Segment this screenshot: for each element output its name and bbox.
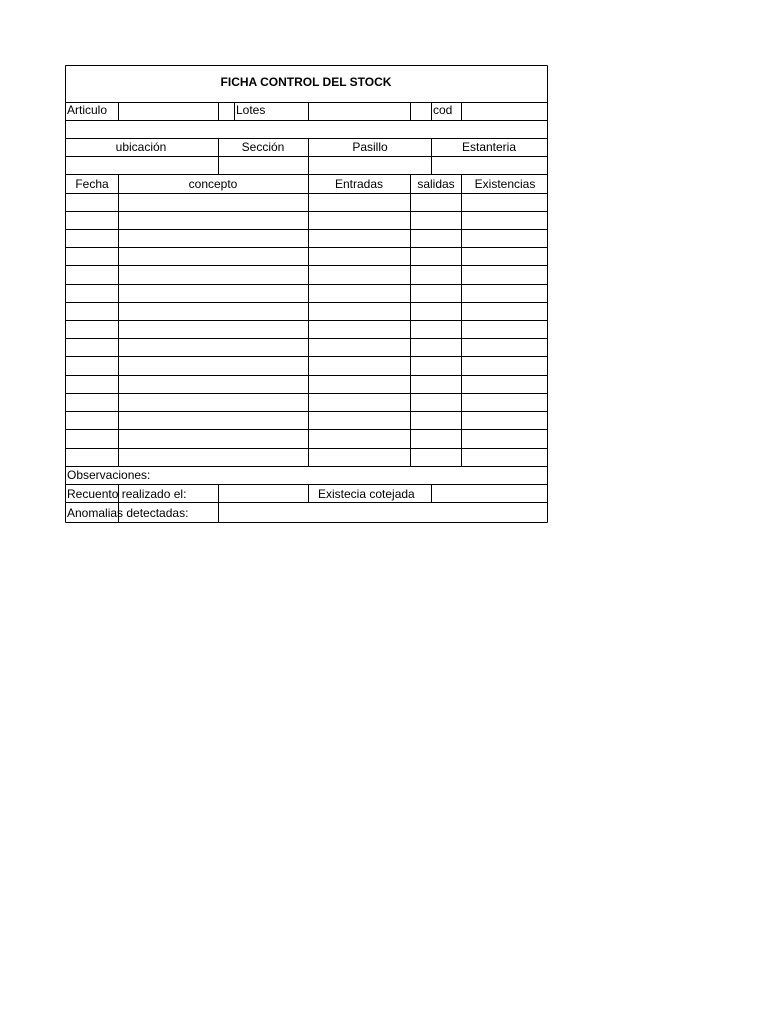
column-header-existencias: Existencias xyxy=(474,177,536,191)
anomalias-label: Anomalias detectadas: xyxy=(67,506,189,520)
seccion-label: Sección xyxy=(241,140,285,154)
column-header-entradas: Entradas xyxy=(334,177,384,191)
sheet-grid xyxy=(65,65,549,524)
stock-control-sheet xyxy=(65,65,548,523)
pasillo-label: Pasillo xyxy=(352,140,388,154)
observaciones-label: Observaciones: xyxy=(67,468,151,482)
recuento-label: Recuento realizado el: xyxy=(67,487,187,501)
estanteria-label: Estanteria xyxy=(461,140,517,154)
column-header-fecha: Fecha xyxy=(75,177,109,191)
lotes-label: Lotes xyxy=(236,103,266,117)
column-header-concepto: concepto xyxy=(188,177,238,191)
sheet-title: FICHA CONTROL DEL STOCK xyxy=(220,75,392,89)
cod-label: cod xyxy=(433,103,453,117)
column-header-salidas: salidas xyxy=(417,177,455,191)
existencia-label: Existecia cotejada xyxy=(318,487,415,501)
ubicacion-label: ubicación xyxy=(115,140,167,154)
articulo-label: Articulo xyxy=(67,103,108,117)
